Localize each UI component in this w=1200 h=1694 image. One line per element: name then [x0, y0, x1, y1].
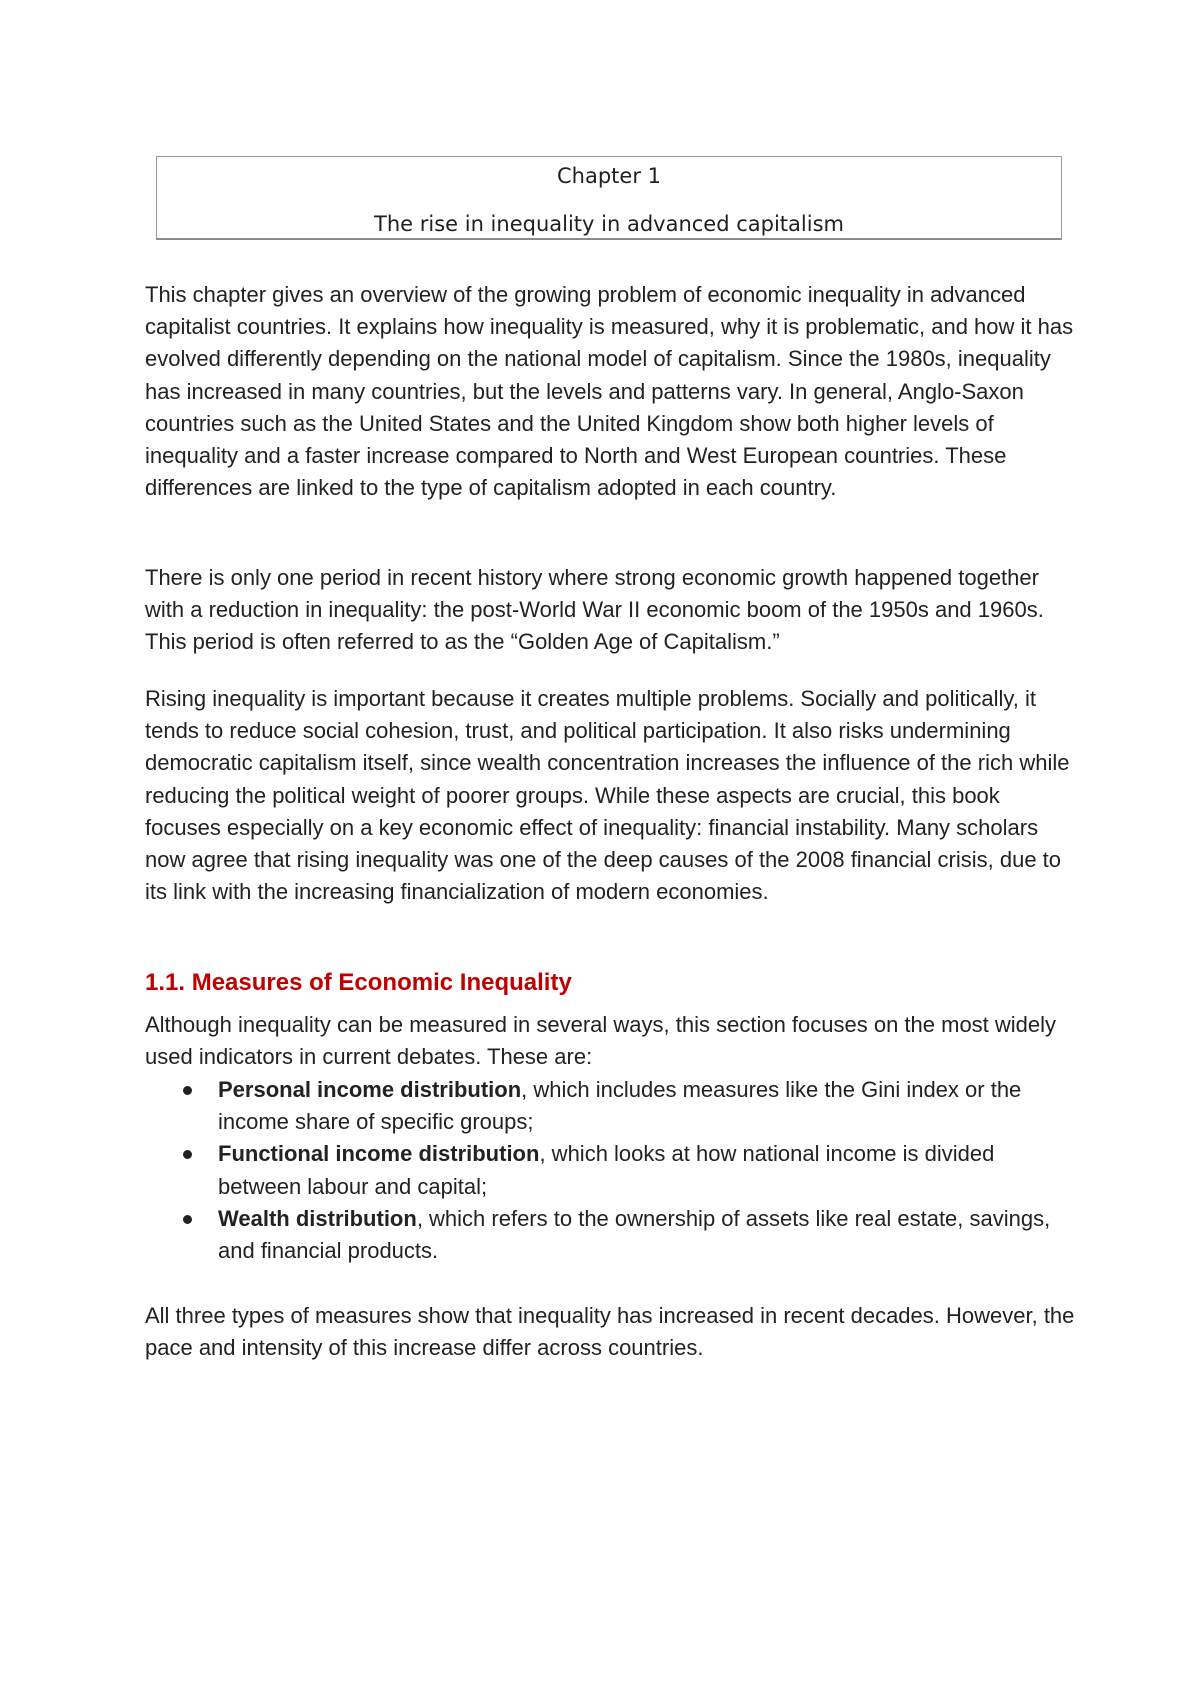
bullet-icon — [183, 1086, 192, 1095]
section-intro-paragraph: Although inequality can be measured in several ways, this section focuses on the most widely used indicators in current debates. These are: — [145, 1012, 1057, 1070]
bullet-term: Personal income distribution — [218, 1077, 522, 1102]
bullet-term: Wealth distribution — [218, 1205, 417, 1231]
list-item — [145, 1074, 1075, 1138]
chapter-number: Chapter 1 — [557, 164, 661, 188]
paragraph-why-inequality-matters: Rising inequality is important because it creates multiple problems. Socially and politically, it tends to reduce social cohesion, trust, and political participation. It also risks undermining democratic capitalism itself, since wealth concentration increases the influence of the rich while reducing the political weight of poorer groups. While these aspects are crucial, this book focuses especially on a key economic effect of inequality: financial instability. Many scholars now agree that rising inequality was one of the deep causes of the 2008 financial crisis, due to its link with the increasing financialization of modern economies. — [145, 686, 1070, 905]
section-heading: 1.1. Measures of Economic Inequality — [145, 969, 572, 996]
bullet-text: , which refers to the ownership of assets like real estate, savings, and financial products. — [218, 1205, 1051, 1264]
bullet-text: , which includes measures like the Gini index or the income share of specific groups; — [218, 1077, 1022, 1135]
bullet-icon — [183, 1215, 192, 1224]
paragraph-overview: This chapter gives an overview of the growing problem of economic inequality in advanced capitalist countries. It explains how inequality is measured, why it is problematic, and how it has evolved differently depending on the national model of capitalism. Since the 1980s, inequality has increased in many countries, but the levels and patterns vary. In general, Anglo-Saxon countries such as the United States and the United Kingdom show both higher levels of inequality and a faster increase compared to North and West European countries. These differences are linked to the type of capitalism adopted in each country. — [145, 282, 1074, 501]
measures-bullet-list — [145, 1074, 1075, 1267]
section-conclusion-paragraph: All three types of measures show that inequality has increased in recent decades. However, the pace and intensity of this increase differ across countries. — [145, 1303, 1075, 1361]
list-item — [145, 1203, 1075, 1267]
bullet-text: , which looks at how national income is divided between labour and capital; — [218, 1141, 995, 1199]
list-item — [145, 1138, 1075, 1202]
bullet-term: Functional income distribution — [218, 1141, 540, 1167]
chapter-title-box — [156, 156, 1062, 240]
bullet-icon — [183, 1150, 192, 1159]
chapter-title: The rise in inequality in advanced capitalism — [374, 212, 844, 236]
paragraph-golden-age: There is only one period in recent history where strong economic growth happened together with a reduction in inequality: the post-World War II economic boom of the 1950s and 1960s. This period is often referred to as the “Golden Age of Capitalism.” — [145, 565, 1044, 655]
